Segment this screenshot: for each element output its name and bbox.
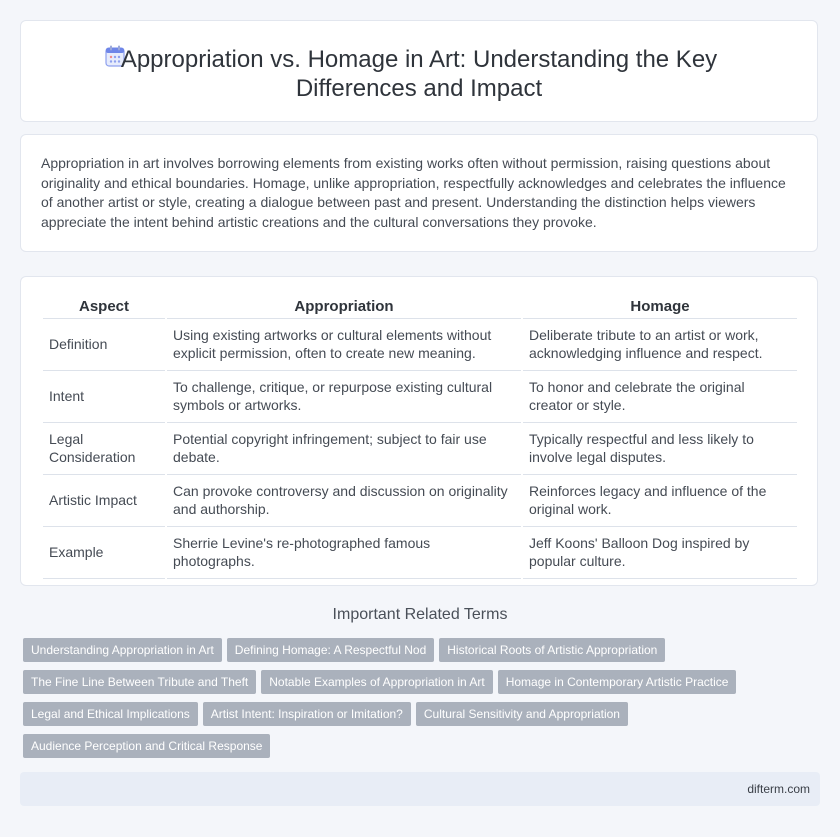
- row-homage: Deliberate tribute to an artist or work, acknowledging influence and respect.: [523, 319, 797, 371]
- intro-paragraph: Appropriation in art involves borrowing elements from existing works often without permission, raising questions about originality and ethical boundaries. Homage, unlike appropriation, respectfully acknowledges and celebrates the influence of another artist or style, creating a dialogue between past and present. Understanding the distinction helps viewers appreciate the intent behind artistic creations and the cultural conversations they provoke.: [41, 155, 786, 230]
- row-aspect: Artistic Impact: [43, 475, 165, 527]
- row-appropriation: To challenge, critique, or repurpose existing cultural symbols or artworks.: [167, 371, 521, 423]
- row-appropriation: Sherrie Levine's re-photographed famous photographs.: [167, 527, 521, 579]
- row-aspect: Definition: [43, 319, 165, 371]
- row-aspect: Legal Consideration: [43, 423, 165, 475]
- row-homage: Typically respectful and less likely to involve legal disputes.: [523, 423, 797, 475]
- table-row: [43, 371, 797, 423]
- row-homage: Reinforces legacy and influence of the original work.: [523, 475, 797, 527]
- row-aspect: Example: [43, 527, 165, 579]
- row-aspect: Intent: [43, 371, 165, 423]
- row-appropriation: Potential copyright infringement; subject to fair use debate.: [167, 423, 521, 475]
- related-term-tag[interactable]: Legal and Ethical Implications: [23, 702, 198, 726]
- column-header-aspect: Aspect: [43, 294, 165, 319]
- row-homage: Jeff Koons' Balloon Dog inspired by popular culture.: [523, 527, 797, 579]
- row-homage: To honor and celebrate the original creator or style.: [523, 371, 797, 423]
- related-term-tag[interactable]: The Fine Line Between Tribute and Theft: [23, 670, 256, 694]
- related-term-tag[interactable]: Homage in Contemporary Artistic Practice: [498, 670, 737, 694]
- related-term-tag[interactable]: Audience Perception and Critical Response: [23, 734, 270, 758]
- column-header-homage: Homage: [523, 294, 797, 319]
- related-term-tag[interactable]: Cultural Sensitivity and Appropriation: [416, 702, 628, 726]
- table-row: [43, 475, 797, 527]
- related-term-tag[interactable]: Artist Intent: Inspiration or Imitation?: [203, 702, 411, 726]
- table-header-row: [43, 294, 797, 319]
- header-card: [20, 20, 818, 122]
- comparison-card: [20, 276, 818, 586]
- related-terms-list: [23, 638, 803, 766]
- related-term-tag[interactable]: Understanding Appropriation in Art: [23, 638, 222, 662]
- table-row: [43, 527, 797, 579]
- table-row: [43, 319, 797, 371]
- column-header-appropriation: Appropriation: [167, 294, 521, 319]
- table-row: [43, 423, 797, 475]
- row-appropriation: Can provoke controversy and discussion on originality and authorship.: [167, 475, 521, 527]
- related-term-tag[interactable]: Historical Roots of Artistic Appropriation: [439, 638, 665, 662]
- related-term-tag[interactable]: Defining Homage: A Respectful Nod: [227, 638, 434, 662]
- page-title: Appropriation vs. Homage in Art: Understanding the Key Differences and Impact: [120, 46, 718, 102]
- row-appropriation: Using existing artworks or cultural elements without explicit permission, often to create new meaning.: [167, 319, 521, 371]
- footer-site-link[interactable]: difterm.com: [747, 782, 810, 796]
- related-term-tag[interactable]: Notable Examples of Appropriation in Art: [261, 670, 492, 694]
- intro-card: [20, 134, 818, 252]
- comparison-table: [41, 294, 799, 579]
- related-terms-title: Important Related Terms: [332, 606, 508, 623]
- footer-bar: [20, 772, 820, 806]
